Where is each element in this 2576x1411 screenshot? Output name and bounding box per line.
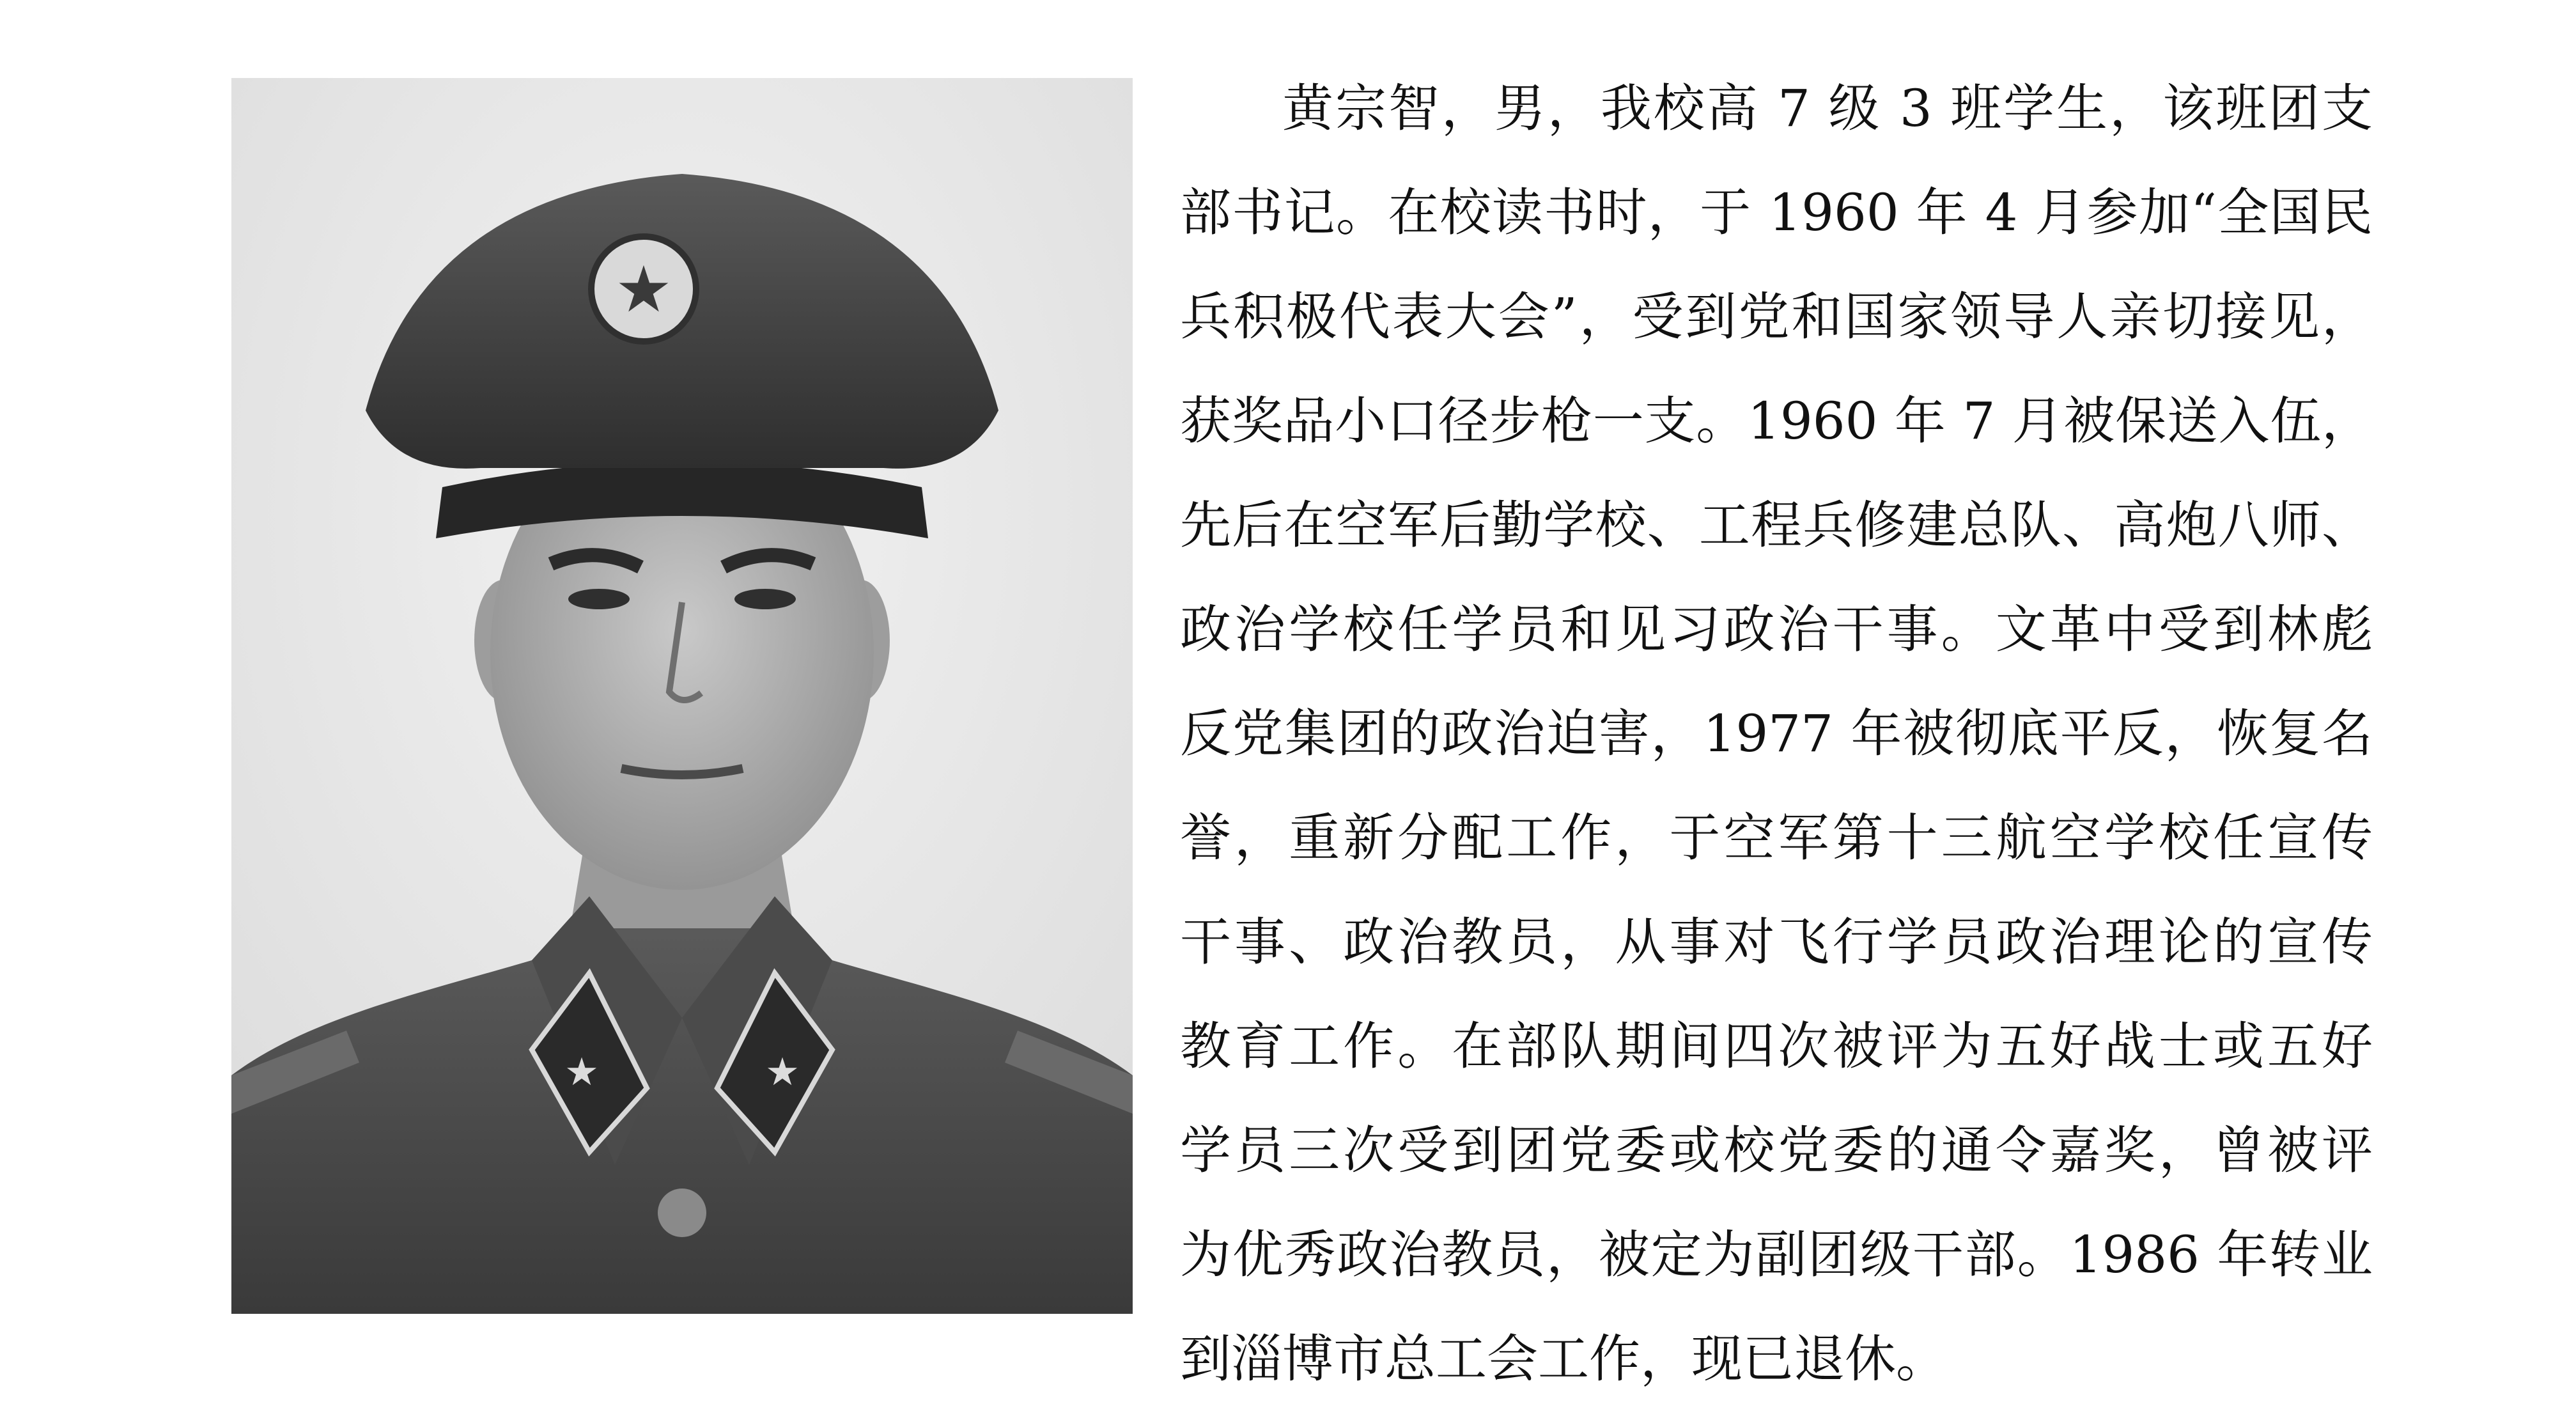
biography-line: 获奖品小口径步枪一支。1960 年 7 月被保送入伍， (1180, 391, 2373, 451)
portrait-illustration (231, 78, 1133, 1314)
biography-text (1180, 56, 2373, 1411)
biography-line: 政治学校任学员和见习政治干事。文革中受到林彪 (1180, 600, 2373, 659)
biography-line: 教育工作。在部队期间四次被评为五好战士或五好 (1180, 1017, 2373, 1076)
biography-line: 干事、政治教员，从事对飞行学员政治理论的宣传 (1180, 912, 2373, 972)
biography-line: 誉，重新分配工作，于空军第十三航空学校任宣传 (1180, 808, 2373, 868)
svg-text:★: ★ (765, 1050, 800, 1095)
biography-line: 反党集团的政治迫害，1977 年被彻底平反，恢复名 (1180, 704, 2373, 763)
biography-line: 先后在空军后勤学校、工程兵修建总队、高炮八师、 (1180, 495, 2373, 555)
biography-line: 学员三次受到团党委或校党委的通令嘉奖，曾被评 (1180, 1121, 2373, 1180)
biography-line: 为优秀政治教员，被定为副团级干部。1986 年转业 (1180, 1225, 2373, 1284)
biography-line: 到淄博市总工会工作，现已退休。 (1180, 1329, 1947, 1389)
svg-text:★: ★ (564, 1050, 599, 1095)
biography-line: 黄宗智，男，我校高 7 级 3 班学生，该班团支 (1282, 79, 2373, 138)
svg-text:★: ★ (615, 252, 672, 327)
biography-line: 部书记。在校读书时，于 1960 年 4 月参加“全国民 (1180, 183, 2373, 242)
biography-line: 兵积极代表大会”，受到党和国家领导人亲切接见， (1180, 287, 2373, 347)
portrait-photo (231, 78, 1133, 1314)
